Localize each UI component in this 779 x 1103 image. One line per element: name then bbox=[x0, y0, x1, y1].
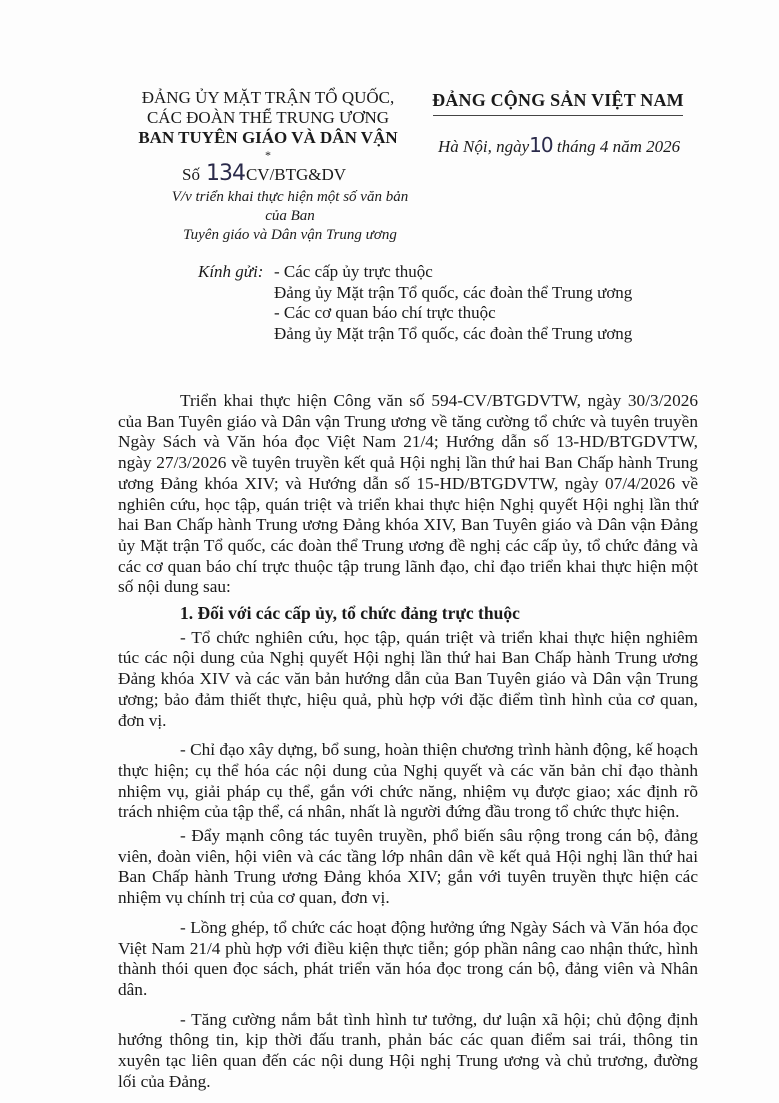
recipients-label: Kính gửi: bbox=[198, 262, 264, 281]
date-prefix: Hà Nội, ngày bbox=[438, 137, 530, 156]
doc-no-prefix: Số bbox=[182, 165, 200, 184]
doc-no-handwritten: 134 bbox=[205, 161, 245, 186]
recipient-item: - Các cơ quan báo chí trực thuộc bbox=[274, 303, 496, 322]
paragraph-2: - Chỉ đạo xây dựng, bổ sung, hoàn thiện chương trình hành động, kế hoạch thực hiện; cụ thể hóa các nội dung của Nghị quyết và các văn bản chỉ đạo thành nhiệm vụ, giải pháp cụ thể, gắn với chức năng, nhiệm vụ được giao; xác định rõ trách nhiệm của tập thể, cá nhân, nhất là người đứng đầu trong tổ chức thực hiện. bbox=[118, 740, 698, 822]
recipient-item: - Các cấp ủy trực thuộc bbox=[274, 262, 433, 281]
date-suffix: tháng 4 năm 2026 bbox=[556, 137, 681, 156]
recipients-list bbox=[274, 262, 694, 344]
paragraph-1: - Tổ chức nghiên cứu, học tập, quán triệt và triển khai thực hiện nghiêm túc các nội dung của Nghị quyết Hội nghị lần thứ hai Ban Chấp hành Trung ương Đảng khóa XIV và các văn bản hướng dẫn của Ban Tuyên giáo và Dân vận Trung ương; bảo đảm thiết thực, hiệu quả, phù hợp với đặc điểm tình hình của cơ quan, đơn vị. bbox=[118, 627, 698, 730]
subject-line-2: Tuyên giáo và Dân vận Trung ương bbox=[183, 227, 397, 243]
party-underline bbox=[433, 115, 683, 116]
issuing-organization bbox=[118, 88, 418, 160]
intro-paragraph: Triển khai thực hiện Công văn số 594-CV/BTGDVTW, ngày 30/3/2026 của Ban Tuyên giáo và Dân vận Trung ương về tăng cường tổ chức và tuyên truyền Ngày Sách và Văn hóa đọc Việt Nam 21/4; Hướng dẫn số 13-HD/BTGDVTW, ngày 27/3/2026 về tuyên truyền kết quả Hội nghị lần thứ hai Ban Chấp hành Trung ương Đảng khóa XIV; và Hướng dẫn số 15-HD/BTGDVTW, ngày 07/4/2026 về nghiên cứu, học tập, quán triệt và triển khai thực hiện Nghị quyết Hội nghị lần thứ hai Ban Chấp hành Trung ương Đảng khóa XIV, Ban Tuyên giáo và Dân vận Đảng ủy Mặt trận Tổ quốc, các đoàn thể Trung ương đề nghị các cấp ủy, tổ chức đảng và các cơ quan báo chí trực thuộc tập trung lãnh đạo, chỉ đạo triển khai thực hiện một số nội dung sau: bbox=[118, 391, 698, 597]
document-subject bbox=[160, 188, 420, 245]
paragraph-5: - Tăng cường nắm bắt tình hình tư tưởng, dư luận xã hội; chủ động định hướng thông tin, kịp thời đấu tranh, phản bác các quan điểm sai trái, thông tin xuyên tạc liên quan đến các nội dung Hội nghị Trung ương và chủ trương, đường lối của Đảng. bbox=[118, 1009, 698, 1091]
document-body bbox=[118, 391, 698, 1093]
recipient-item: Đảng ủy Mặt trận Tổ quốc, các đoàn thể Trung ương bbox=[274, 323, 633, 343]
date-day-handwritten: 10 bbox=[529, 133, 553, 157]
org-line-3: BAN TUYÊN GIÁO VÀ DÂN VẬN bbox=[138, 128, 398, 147]
doc-no-suffix: CV/BTG&DV bbox=[245, 165, 347, 184]
document-date bbox=[438, 133, 698, 157]
document-number bbox=[182, 161, 346, 186]
org-star: * bbox=[265, 148, 271, 162]
party-name: ĐẢNG CỘNG SẢN VIỆT NAM bbox=[432, 90, 684, 110]
org-line-1: ĐẢNG ỦY MẶT TRẬN TỔ QUỐC, bbox=[141, 88, 395, 107]
recipient-item: Đảng ủy Mặt trận Tổ quốc, các đoàn thể Trung ương bbox=[274, 282, 633, 302]
paragraph-3: - Đẩy mạnh công tác tuyên truyền, phổ biến sâu rộng trong cán bộ, đảng viên, đoàn viên, hội viên và các tầng lớp nhân dân về kết quả Hội nghị lần thứ hai Ban Chấp hành Trung ương Đảng khóa XIV; gắn với tuyên truyền thực hiện các nhiệm vụ chính trị của cơ quan, đơn vị. bbox=[118, 826, 698, 908]
section-1-title: 1. Đối với các cấp ủy, tổ chức đảng trực thuộc bbox=[180, 603, 520, 624]
org-line-2: CÁC ĐOÀN THỂ TRUNG ƯƠNG bbox=[146, 108, 390, 127]
party-heading bbox=[423, 90, 693, 116]
paragraph-4: - Lồng ghép, tổ chức các hoạt động hưởng ứng Ngày Sách và Văn hóa đọc Việt Nam 21/4 phù hợp với điều kiện thực tiễn; góp phần nâng cao nhận thức, hình thành thói quen đọc sách, phát triển văn hóa đọc trong cán bộ, đảng viên và Nhân dân. bbox=[118, 917, 698, 999]
subject-line-1: V/v triển khai thực hiện một số văn bản của Ban bbox=[171, 189, 409, 224]
